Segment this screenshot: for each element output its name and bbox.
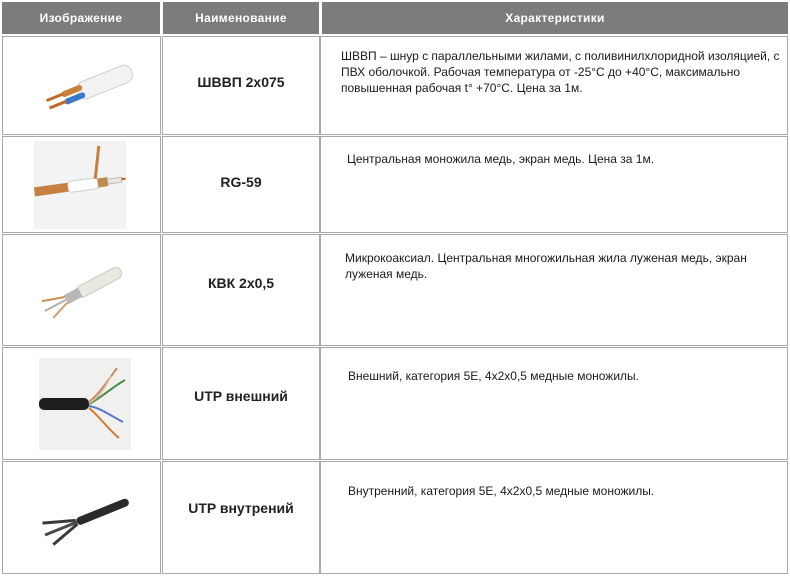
table-row-name-cell <box>162 234 320 346</box>
table-row-name-cell <box>162 347 320 460</box>
cable-name: RG-59 <box>220 174 262 190</box>
cable-name: КВК 2х0,5 <box>207 275 275 291</box>
cable-name: UTP внешний <box>194 388 288 404</box>
cable-description: Внешний, категория 5Е, 4х2х0,5 медные моножилы. <box>348 369 639 383</box>
table-row-desc-cell <box>320 461 788 574</box>
utp-indoor-cable-photo <box>37 486 133 546</box>
header-image: Изображение <box>2 2 160 34</box>
header-specs: Характеристики <box>322 2 788 34</box>
cable-description: Центральная моножила медь, экран медь. Цена за 1м. <box>347 152 655 166</box>
table-row-desc-cell <box>320 234 788 346</box>
coaxial-cable-photo <box>34 141 126 229</box>
utp-outdoor-cable-photo <box>39 358 131 450</box>
table-row-name-cell <box>162 136 320 233</box>
table-row-image-cell <box>2 461 161 574</box>
cable-description: Внутренний, категория 5Е, 4х2х0,5 медные моножилы. <box>348 484 655 498</box>
cable-description: Микрокоаксиал. Центральная многожильная жила луженая медь, экран луженая медь. <box>345 251 747 281</box>
table-row-image-cell <box>2 136 161 233</box>
table-row-desc-cell <box>320 347 788 460</box>
table-row-desc-cell <box>320 136 788 233</box>
table-row-image-cell <box>2 36 161 135</box>
cable-name: UTP внутрений <box>188 500 294 516</box>
table-row-name-cell <box>162 36 320 135</box>
header-name: Наименование <box>163 2 319 34</box>
flat-two-core-cable-photo <box>35 59 135 114</box>
table-row-image-cell <box>2 234 161 346</box>
table-row-image-cell <box>2 347 161 460</box>
micro-coaxial-cable-photo <box>35 257 131 323</box>
cable-description: ШВВП – шнур с параллельными жилами, с поливинилхлоридной изоляцией, с ПВХ оболочкой. Рабочая температура от -25°С до +40°С, максимально повышенная рабочая t° +70°С. Цена за 1м. <box>341 49 780 95</box>
table-row-desc-cell <box>320 36 788 135</box>
cable-name: ШВВП 2х075 <box>197 74 285 90</box>
table-row-name-cell <box>162 461 320 574</box>
